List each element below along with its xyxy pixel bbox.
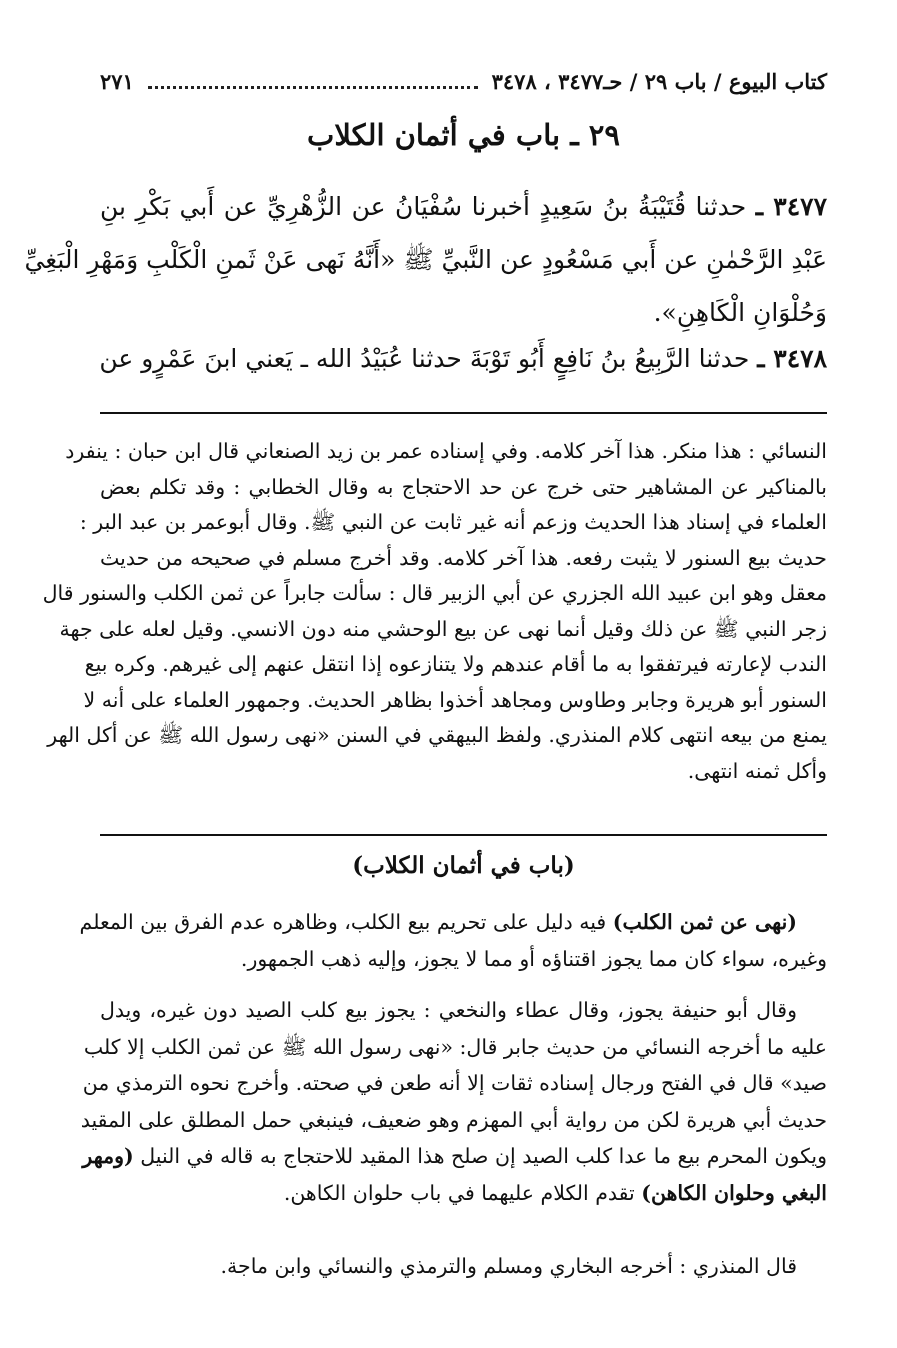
hadith-3477-line-3: وَحُلْوَانِ الْكَاهِنِ».: [653, 298, 827, 327]
hadith-3478-number: ٣٤٧٨ ـ: [757, 344, 827, 373]
footnote-line: الندب لإعارته فيرتفقوا به ما أقام عندهم ولا يتنازعوه إذا انتقل عنهم إلى غيرهم. وكره بيع: [84, 652, 827, 676]
hadith-3477-line-1: ٣٤٧٧ ـ حدثنا قُتَيْبَةُ بنُ سَعِيدٍ أخبرنا سُفْيَانُ عن الزُّهْرِيِّ عن أَبي بَكْرِ بنِ: [100, 192, 828, 221]
hadith-3478-line-1: ٣٤٧٨ ـ حدثنا الرَّبِيعُ بنُ نَافِعٍ أَبُو تَوْبَةَ حدثنا عُبَيْدُ الله ـ يَعني ابنَ عَمْرٍو عن: [99, 344, 827, 373]
hadith-3477-number: ٣٤٧٧ ـ: [755, 192, 828, 221]
section-divider: [100, 834, 827, 836]
commentary-line: (نهى عن ثمن الكلب) فيه دليل على تحريم بيع الكلب، وظاهره عدم الفرق بين المعلم: [79, 910, 797, 934]
footnote-mundhiri: [42, 434, 827, 789]
footnote-line: حديث بيع السنور لا يثبت رفعه. هذا آخر كلامه. وقد أخرج مسلم في صحيحه من حديث: [100, 545, 827, 570]
bold-lemma: البغي وحلوان الكاهن): [641, 1180, 827, 1205]
commentary-line: البغي وحلوان الكاهن) تقدم الكلام عليهما في باب حلوان الكاهن.: [283, 1180, 827, 1205]
footnote-line: زجر النبي ﷺ عن ذلك وقيل أنما نهى عن بيع الوحشي منه دون الانسي. وقيل لعله على جهة: [59, 616, 827, 641]
commentary-line: عليه ما أخرجه النسائي من حديث جابر قال: «نهى رسول الله ﷺ عن ثمن الكلب إلا كلب: [83, 1034, 827, 1059]
hadith-3477-line-2: عَبْدِ الرَّحْمٰنِ عن أَبي مَسْعُودٍ عن النَّبيِّ ﷺ «أَنَّهُ نَهى عَنْ ثَمنِ الْكَلْبِ وَمَهْرِ الْبَغِيِّ: [24, 245, 827, 274]
running-header-title: كتاب البيوع / باب ٢٩ / حـ٣٤٧٧ ، ٣٤٧٨: [491, 68, 827, 94]
commentary-line: وغيره، سواء كان مما يجوز اقتناؤه أو مما لا يجوز، وإليه ذهب الجمهور.: [240, 946, 827, 971]
footnote-line: النسائي : هذا منكر. هذا آخر كلامه. وفي إسناده عمر بن زيد الصنعاني قال ابن حبان : ينفرد: [65, 439, 827, 463]
commentary-paragraph-2: [80, 992, 827, 1211]
running-header: [100, 62, 827, 100]
page-number: ٢٧١: [100, 68, 134, 94]
commentary-line: حديث أبي هريرة لكن من رواية أبي المهزم وهو ضعيف، فينبغي حمل المطلق على المقيد: [80, 1107, 827, 1132]
footnote-line: بالمناكير عن المشاهير حتى خرج عن حد الاحتجاج به وقال الخطابي : وقد تكلم بعض: [100, 474, 827, 499]
footnote-line: السنور أبو هريرة وجابر وطاوس ومجاهد أخذوا بظاهر الحديث. وجمهور العلماء على أنه لا: [83, 687, 827, 712]
footnote-line: وأكل ثمنه انتهى.: [687, 758, 827, 783]
commentary-subtitle: (باب في أثمان الكلاب): [352, 852, 575, 879]
header-dot-leader: [148, 86, 478, 89]
footnote-line: معقل وهو ابن عبيد الله الجزري عن أبي الزبير قال : سألت جابراً عن ثمن الكلب والسنور قال: [42, 581, 827, 605]
chapter-title: ٢٩ ـ باب في أثمان الكلاب: [307, 118, 620, 152]
footnote-line: العلماء في إسناد هذا الحديث وزعم أنه غير ثابت عن النبي ﷺ. وقال أبوعمر بن عبد البر :: [79, 510, 827, 534]
commentary-paragraph-1: [79, 904, 827, 977]
section-divider: [100, 412, 827, 414]
commentary-line: صيد» قال في الفتح ورجال إسناده ثقات إلا أنه طعن في صحته. وأخرج نحوه الترمذي من: [82, 1071, 827, 1095]
commentary-line: قال المنذري : أخرجه البخاري ومسلم والترمذي والنسائي وابن ماجة.: [220, 1254, 797, 1278]
commentary-line: وقال أبو حنيفة يجوز، وقال عطاء والنخعي : يجوز بيع كلب الصيد دون غيره، ويدل: [100, 998, 797, 1022]
bold-lemma: (ومهر: [82, 1144, 134, 1168]
hadith-3477: [24, 180, 828, 339]
commentary-paragraph-3: [100, 1248, 827, 1285]
hadith-3478: [100, 332, 827, 385]
footnote-line: يمنع من بيعه انتهى كلام المنذري. ولفظ البيهقي في السنن «نهى رسول الله ﷺ عن أكل الهر: [47, 723, 827, 747]
commentary-line: ويكون المحرم بيع ما عدا كلب الصيد إن صلح هذا المقيد للاحتجاج به قاله في النيل (ومهر: [82, 1144, 827, 1168]
bold-lemma: (نهى عن ثمن الكلب): [612, 910, 797, 934]
